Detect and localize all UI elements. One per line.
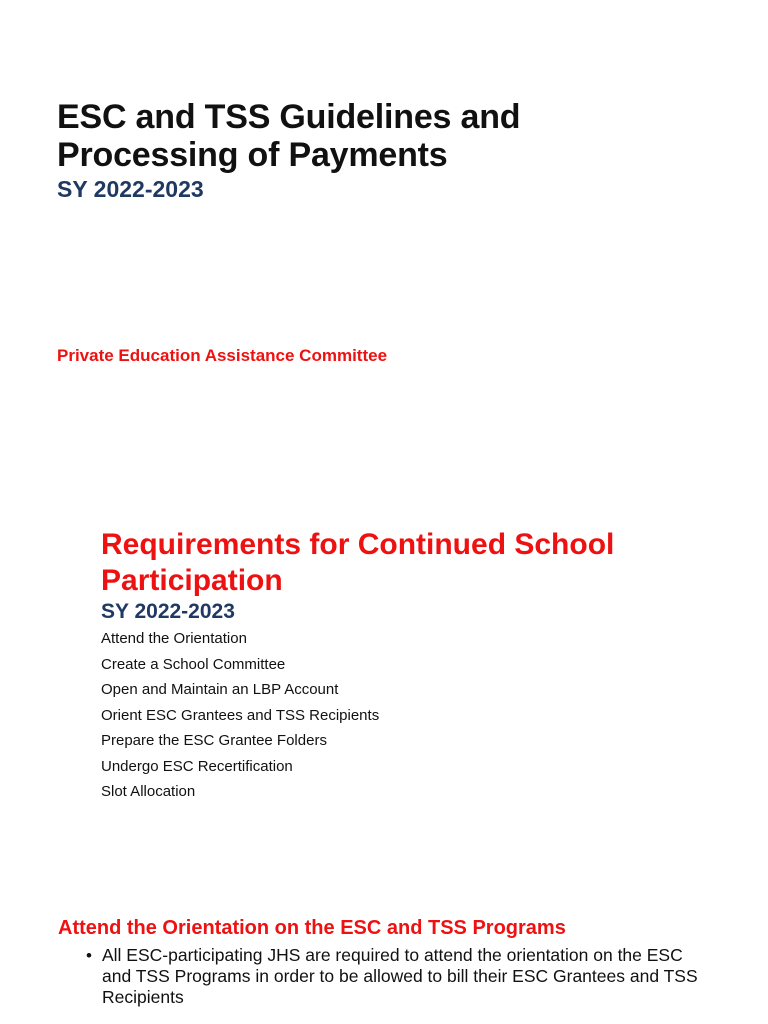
requirement-item: Create a School Committee <box>101 655 286 673</box>
orientation-title: Attend the Orientation on the ESC and TSS Programs <box>58 917 566 939</box>
requirement-item: Prepare the ESC Grantee Folders <box>101 732 327 749</box>
requirements-title: Requirements for Continued School Participation <box>101 528 615 597</box>
bullet-item <box>86 945 706 1008</box>
requirement-item: Slot Allocation <box>101 783 196 800</box>
bullet-marker: • <box>86 946 92 965</box>
requirement-item: Open and Maintain an LBP Account <box>101 681 339 698</box>
requirements-list <box>101 626 379 805</box>
requirement-item: Attend the Orientation <box>101 630 247 647</box>
bullet-text: All ESC-participating JHS are required to attend the orientation on the ESC and TSS Programs in order to be allowed to bill their ESC Grantees and TSS Recipients <box>102 945 698 1007</box>
document-school-year: SY 2022-2023 <box>57 176 204 202</box>
organization-name: Private Education Assistance Committee <box>57 346 388 365</box>
requirement-item: Undergo ESC Recertification <box>101 757 293 775</box>
requirements-school-year: SY 2022-2023 <box>101 600 235 623</box>
requirement-item: Orient ESC Grantees and TSS Recipients <box>101 706 380 724</box>
document-title: ESC and TSS Guidelines and Processing of Payments <box>57 98 521 174</box>
